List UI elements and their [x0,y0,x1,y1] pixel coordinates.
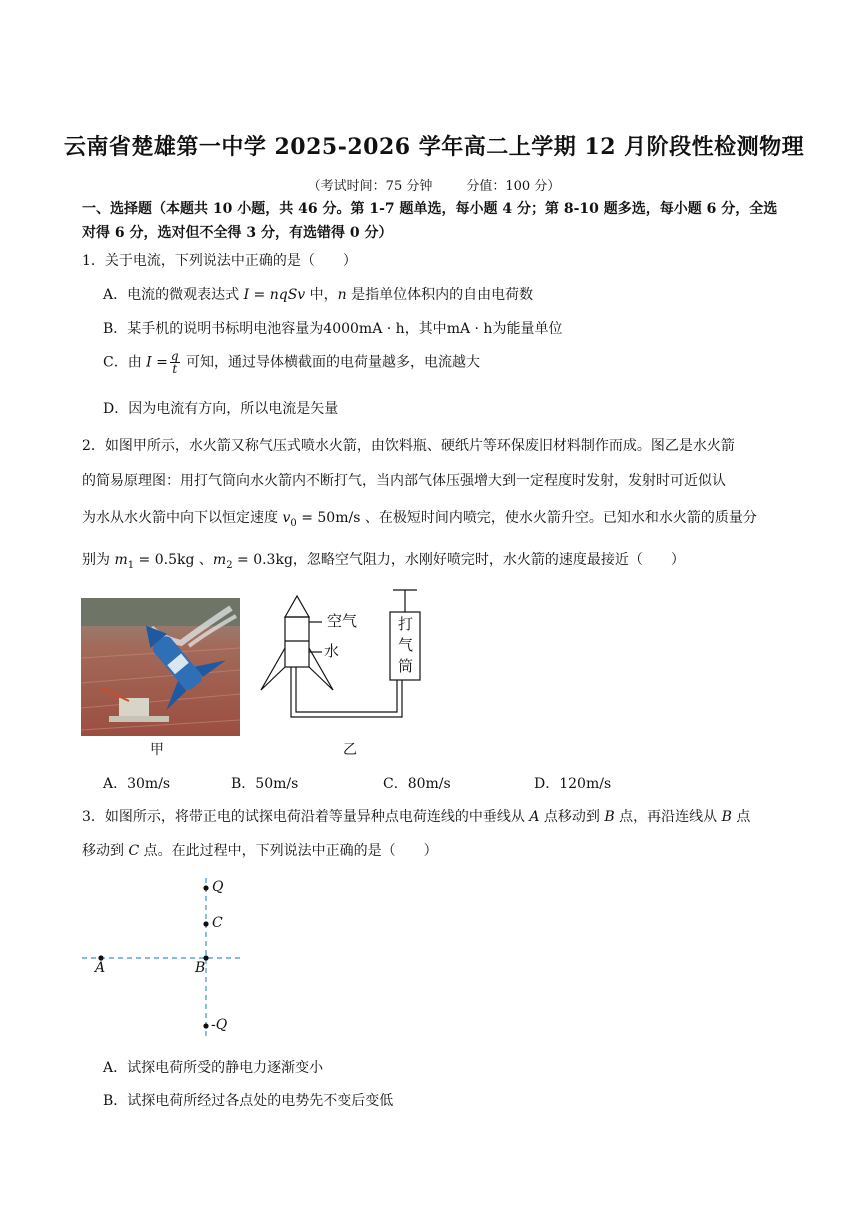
q1-b-post: 为能量单位 [492,321,563,337]
q2-line4-post: ，忽略空气阻力，水刚好喷完时，水火箭的速度最接近（ ） [292,552,685,568]
rocket-nose [285,596,309,617]
label-air: 空气 [327,612,358,630]
q2-v-value: = 50m/s [296,510,361,526]
q3-option-a: A．试探电荷所受的静电力逐渐变小 [103,1060,324,1076]
q2-m2: m [212,552,227,568]
q3-option-b: B．试探电荷所经过各点处的电势先不变后变低 [103,1093,394,1109]
q3-line1-mid1: 点移动到 [539,809,605,825]
q1-option-d: D．因为电流有方向，所以电流是矢量 [103,401,339,417]
charge-diagram [80,876,245,1038]
q2-v: v [282,510,291,526]
q3-point-b2: B [721,809,732,825]
q3-point-a: A [529,809,540,825]
q1-a-n: n [337,287,347,303]
q1-stem: 1．关于电流，下列说法中正确的是（ ） [82,253,357,269]
q1-a-formula: I = nqSv [243,287,306,303]
label-a: A [95,960,106,976]
q1-option-c [103,350,480,375]
label-pump [398,614,418,677]
q3-line1 [82,806,750,826]
q2-option-c: C．80m/s [383,776,451,792]
pump-char-2: 气 [398,636,414,654]
q3-line1-post: 点 [731,809,751,825]
q2-m2-value: = 0.3kg [232,552,293,568]
q3-point-b: B [604,809,615,825]
q1-option-b [103,318,562,338]
rocket-body [285,617,309,667]
water-rocket-photo [81,598,240,736]
q1-c-numerator: q [170,349,179,363]
q2-line4 [82,549,685,571]
exam-title: 云南省楚雄第一中学 2025-2026 学年高二上学期 12 月阶段性检测物理 [63,134,805,160]
q1-c-pre: C．由 [103,354,147,371]
q1-c-denominator: t [172,362,178,376]
q2-line4-pre: 别为 [82,552,115,568]
q1-c-fraction [170,350,180,375]
q1-a-mid: 中， [305,287,338,303]
q2-line3 [82,507,757,529]
q2-v-sub: 0 [290,517,297,529]
q1-b-unit: mA · h [446,321,493,337]
q2-line1: 2．如图甲所示，水火箭又称气压式喷水火箭，由饮料瓶、硬纸片等环保废旧材料制作而成。图乙是水火箭 [82,438,735,454]
label-c: C [212,915,223,931]
q2-option-a: A．30m/s [103,776,171,792]
q2-sep: 、 [194,552,213,568]
pump-char-3: 筒 [398,657,414,675]
q2-line2: 的简易原理图：用打气筒向水火箭内不断打气，当内部气体压强增大到一定程度时发射，发射时可近似认 [82,473,726,489]
point-q [203,885,208,890]
label-water: 水 [324,642,340,660]
q2-m1-sub: 1 [127,559,135,571]
q1-c-post: 可知，通过导体横截面的电荷量越多，电流越大 [181,354,481,371]
label-q: Q [212,879,224,895]
q2-line3-post: 、在极短时间内喷完，使水火箭升空。已知水和水火箭的质量分 [360,510,757,526]
exam-time: （考试时间：75 分钟 [307,179,433,194]
q2-m1: m [114,552,128,568]
q2-option-d: D．120m/s [534,776,612,792]
q2-m2-sub: 2 [226,559,233,571]
q1-c-i: I = [146,354,168,371]
q3-line2-post: 点。在此过程中，下列说法中正确的是（ ） [139,843,438,859]
q3-line2 [82,840,438,860]
q2-m1-value: = 0.5kg [134,552,195,568]
rocket-left-fin [261,648,285,690]
section-heading-line1: 一、选择题（本题共 10 小题，共 46 分。第 1-7 题单选，每小题 4 分；第 8-10 题多选，每小题 6 分，全选 [82,201,778,217]
point-neg-q [203,1023,208,1028]
q1-b-pre: B．某手机的说明书标明电池容量为 [103,321,324,337]
q3-line2-pre: 移动到 [82,843,129,859]
q1-b-mid: ，其中 [404,321,447,337]
q3-line1-mid2: 点，再沿连线从 [614,809,722,825]
q2-line3-pre: 为水从水火箭中向下以恒定速度 [82,510,283,526]
q1-b-value: 4000mA · h [323,321,405,337]
q2-option-b: B．50m/s [231,776,299,792]
exam-score: 分值：100 分） [466,179,561,194]
q3-line1-pre: 3．如图所示，将带正电的试探电荷沿着等量异种点电荷连线的中垂线从 [82,809,530,825]
fig-label-yi: 乙 [343,742,357,758]
label-neg-q: -Q [211,1017,228,1033]
pump-char-1: 打 [398,615,414,633]
fig-label-jia: 甲 [150,742,164,758]
q3-point-c: C [128,843,140,859]
point-c [203,921,208,926]
section-heading-line2: 对得 6 分，选对但不全得 3 分，有选错得 0 分） [82,225,393,241]
q1-a-post: 是指单位体积内的自由电荷数 [346,287,534,303]
q1-option-a [103,284,533,304]
label-b: B [195,960,206,976]
q1-a-pre: A．电流的微观表达式 [103,287,244,303]
exam-meta [0,175,868,194]
